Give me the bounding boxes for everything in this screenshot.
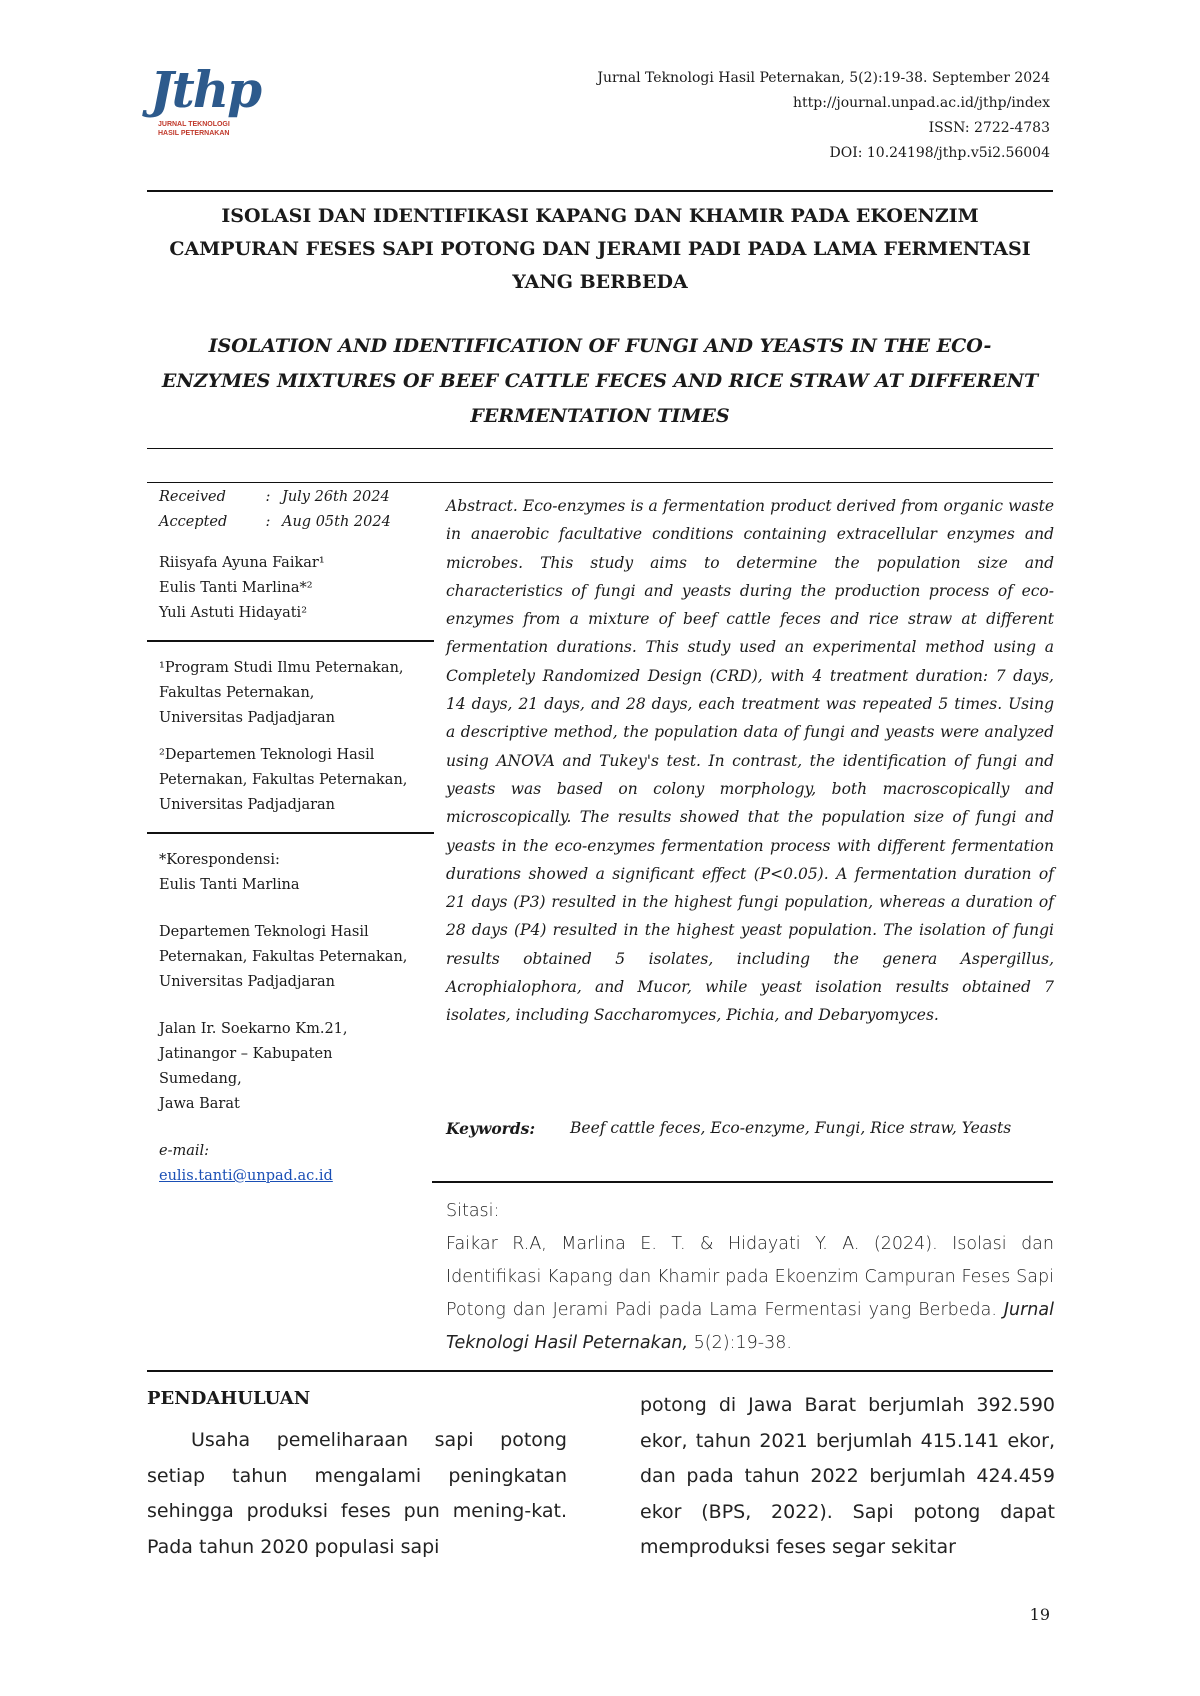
address-line: Jatinangor – Kabupaten [159, 1046, 333, 1062]
keywords-rule [432, 1181, 1053, 1183]
citation-block [446, 1195, 1054, 1360]
journal-reference: Jurnal Teknologi Hasil Peternakan, 5(2):19-38. September 2024 [597, 70, 1050, 86]
received-separator: : [265, 489, 271, 505]
logo-subtitle-line1: JURNAL TEKNOLOGI [158, 121, 230, 128]
correspondence-label: *Korespondensi: [159, 852, 280, 868]
accepted-date: Aug 05th 2024 [282, 514, 391, 530]
correspondence-address [159, 1017, 434, 1117]
affiliation-line: Universitas Padjadjaran [159, 710, 336, 726]
journal-header-info [597, 66, 1050, 166]
title-rule [147, 448, 1053, 449]
accepted-label: Accepted [159, 514, 228, 530]
affiliation-line: Fakultas Peternakan, [159, 685, 315, 701]
affiliation-line: Peternakan, Fakultas Peternakan, [159, 772, 408, 788]
dept-line: Departemen Teknologi Hasil [159, 924, 369, 940]
correspondence [147, 848, 434, 1189]
keywords-label: Keywords: [446, 1119, 536, 1138]
citation-journal: Jurnal Teknologi Hasil Peternakan, [446, 1300, 1054, 1353]
author-list [147, 551, 434, 626]
keywords-text: Beef cattle feces, Eco-enzyme, Fungi, Rice straw, Yeasts [570, 1119, 1012, 1137]
page-number: 19 [1029, 1605, 1050, 1624]
received-label: Received [159, 489, 226, 505]
affiliation-1 [147, 656, 434, 731]
title-english: ISOLATION AND IDENTIFICATION OF FUNGI AND YEASTS IN THE ECO-ENZYMES MIXTURES OF BEEF CATTLE FECES AND RICE STRAW AT DIFFERENT FERMENTATION TIMES [161, 335, 1039, 427]
citation-text: Faikar R.A, Marlina E. T. & Hidayati Y. A. (2024). Isolasi dan Identifikasi Kapang dan Khamir pada Ekoenzim Campuran Feses Sapi Potong dan Jerami Padi pada Lama Fermentasi yang Berbeda. [446, 1234, 1054, 1320]
journal-logo [150, 60, 260, 160]
logo-subtitle-line2: HASIL PETERNAKAN [158, 130, 230, 137]
affiliation-line: Universitas Padjadjaran [159, 797, 336, 813]
logo-mark: Jthp [150, 60, 261, 119]
author-name: Eulis Tanti Marlina*² [159, 580, 313, 596]
author-name: Riisyafa Ayuna Faikar¹ [159, 555, 325, 571]
correspondence-name: Eulis Tanti Marlina [159, 877, 300, 893]
keywords [446, 1115, 1054, 1142]
email-label: e-mail: [159, 1143, 210, 1159]
section-heading: PENDAHULUAN [147, 1388, 311, 1409]
citation-body [446, 1228, 1054, 1360]
citation-volume: 5(2):19-38. [693, 1333, 792, 1353]
left-divider [147, 640, 434, 642]
citation-rule [147, 1370, 1053, 1372]
dept-line: Peternakan, Fakultas Peternakan, [159, 949, 408, 965]
email-link[interactable]: eulis.tanti@unpad.ac.id [159, 1168, 333, 1184]
title-indonesian: ISOLASI DAN IDENTIFIKASI KAPANG DAN KHAMIR PADA EKOENZIM CAMPURAN FESES SAPI POTONG DAN JERAMI PADI PADA LAMA FERMENTASI YANG BERBEDA [169, 205, 1031, 293]
correspondence-dept [159, 920, 434, 995]
article-info-column [147, 485, 434, 1189]
dept-line: Universitas Padjadjaran [159, 974, 336, 990]
header-rule [147, 190, 1053, 192]
affiliation-2 [147, 743, 434, 818]
citation-label: Sitasi: [446, 1201, 500, 1221]
received-date: July 26th 2024 [282, 489, 390, 505]
body-column-right: potong di Jawa Barat berjumlah 392.590 ekor, tahun 2021 berjumlah 415.141 ekor, dan pada tahun 2022 berjumlah 424.459 ekor (BPS, 2022). Sapi potong dapat memproduksi feses segar sekitar [640, 1394, 1055, 1558]
issn: ISSN: 2722-4783 [928, 120, 1050, 136]
address-line: Jawa Barat [159, 1096, 240, 1112]
body-column-left: Usaha pemeliharaan sapi potong setiap tahun mengalami peningkatan sehingga produksi feses pun mening-kat. Pada tahun 2020 populasi sapi [147, 1429, 567, 1558]
journal-url[interactable]: http://journal.unpad.ac.id/jthp/index [793, 95, 1050, 111]
meta-rule [147, 482, 1053, 483]
left-divider [147, 832, 434, 834]
affiliation-line: ²Departemen Teknologi Hasil [159, 747, 375, 763]
article-dates [147, 485, 391, 535]
abstract: Abstract. Eco-enzymes is a fermentation product derived from organic waste in anaerobic facultative conditions containing extracellular enzymes and microbes. This study aims to determine the population size and characteristics of fungi and yeasts during the production process of eco-enzymes from a mixture of beef cattle feces and rice straw at different fermentation durations. This study used an experimental method using a Completely Randomized Design (CRD), with 4 treatment duration: 7 days, 14 days, 21 days, and 28 days, each treatment was repeated 5 times. Using a descriptive method, the population data of fungi and yeasts were analyzed using ANOVA and Tukey's test. In contrast, the identification of fungi and yeasts was based on colony morphology, both macroscopically and microscopically. The results showed that the population size of fungi and yeasts in the eco-enzymes fermentation process with different fermentation durations showed a significant effect (P<0.05). A fermentation duration of 21 days (P3) resulted in the highest fungi population, whereas a duration of 28 days (P4) resulted in the highest yeast population. The isolation of fungi results obtained 5 isolates, including the genera Aspergillus, Acrophialophora, and Mucor, while yeast isolation results obtained 7 isolates, including Saccharomyces, Pichia, and Debaryomyces. [446, 497, 1054, 1025]
address-line: Sumedang, [159, 1071, 242, 1087]
affiliation-line: ¹Program Studi Ilmu Peternakan, [159, 660, 404, 676]
author-name: Yuli Astuti Hidayati² [159, 605, 308, 621]
address-line: Jalan Ir. Soekarno Km.21, [159, 1021, 348, 1037]
doi[interactable]: DOI: 10.24198/jthp.v5i2.56004 [829, 145, 1050, 161]
accepted-separator: : [265, 514, 271, 530]
